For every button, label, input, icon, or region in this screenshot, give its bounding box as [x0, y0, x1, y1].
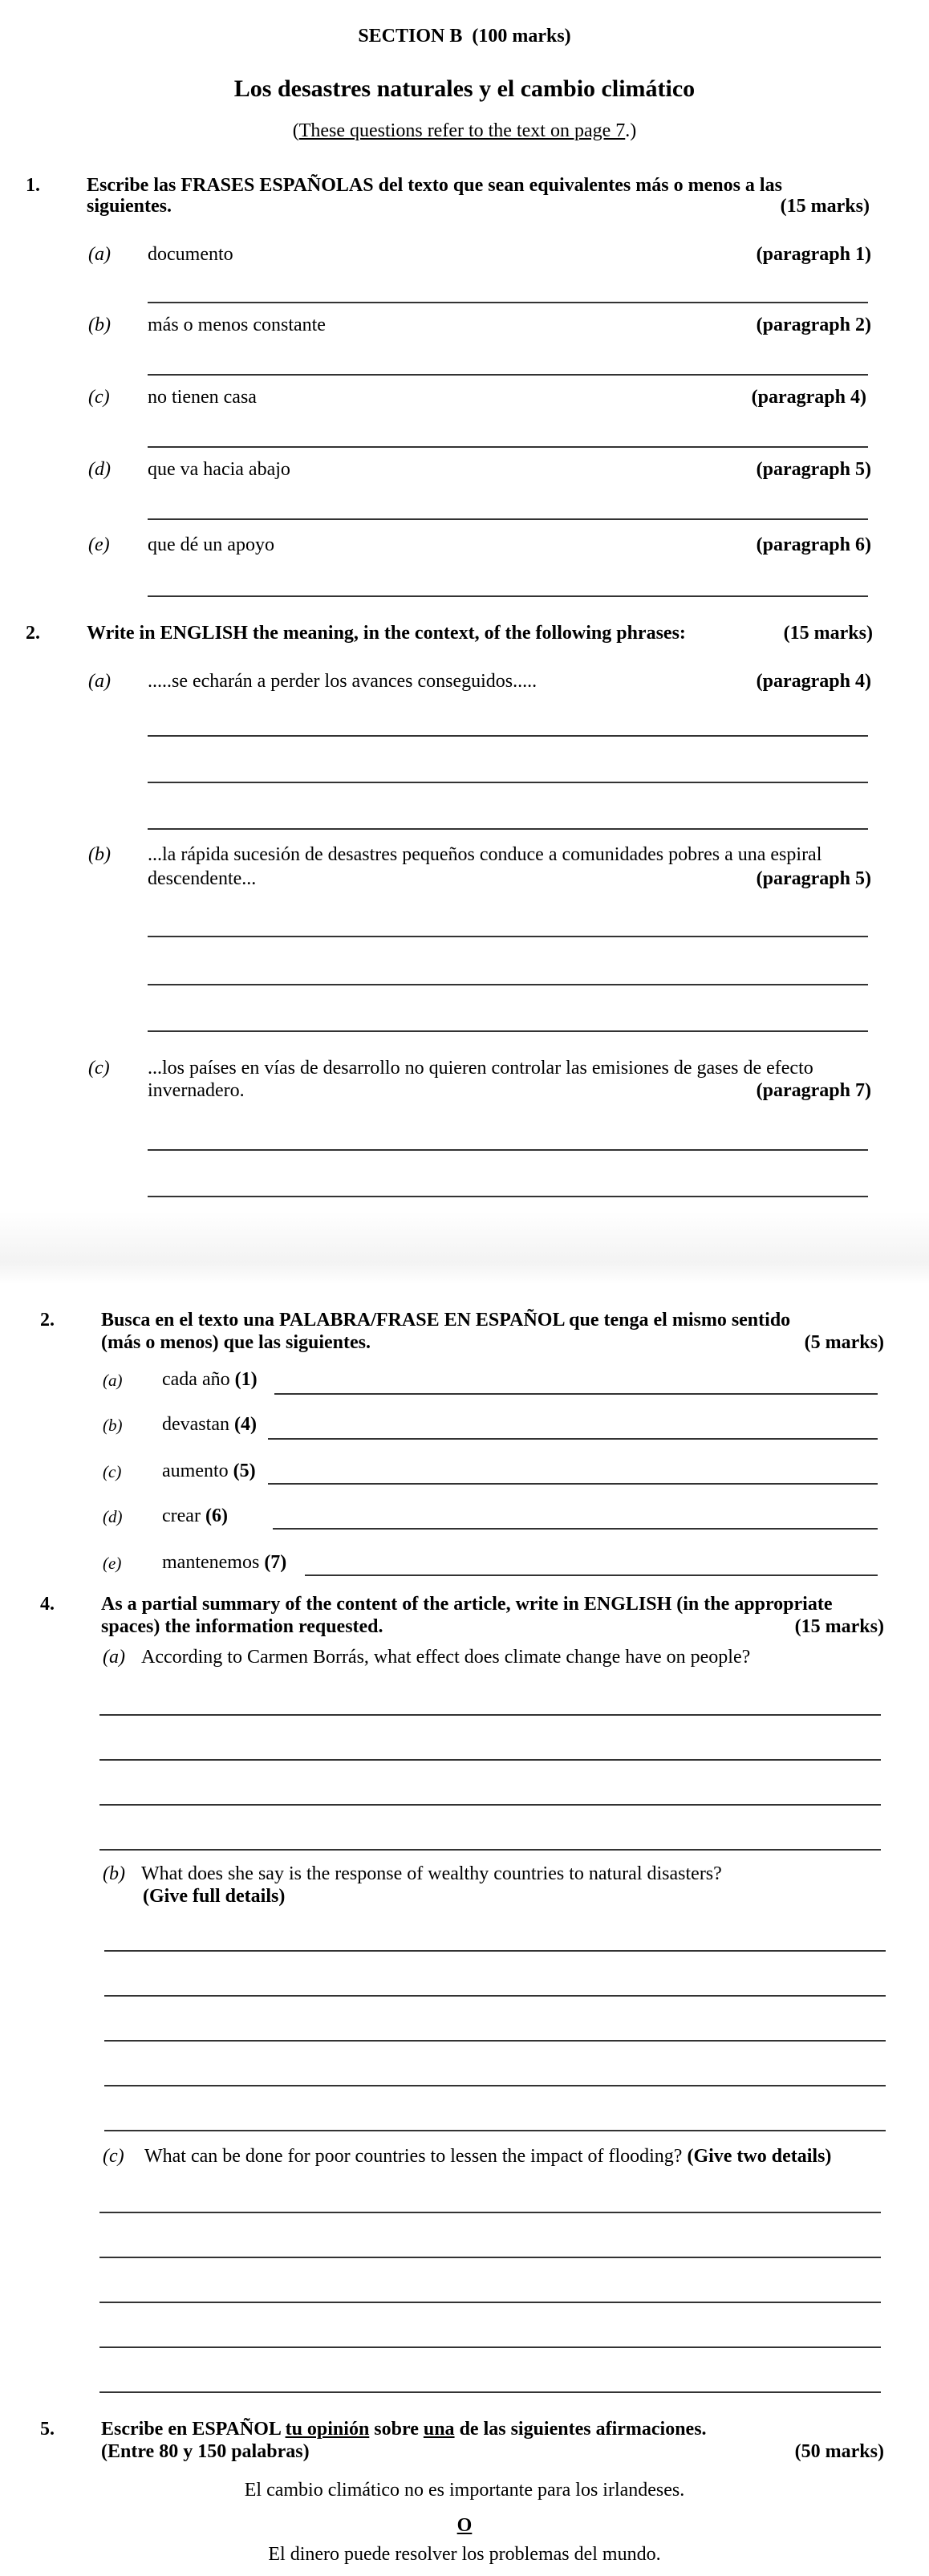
- item-letter: (e): [103, 1554, 122, 1573]
- question-number: 1.: [26, 175, 40, 196]
- answer-line[interactable]: [148, 936, 868, 937]
- item-phrase: ...los países en vías de desarrollo no quieren controlar las emisiones de gases de efecto: [148, 1058, 813, 1079]
- answer-line[interactable]: [148, 984, 868, 985]
- answer-line[interactable]: [148, 518, 868, 520]
- question-marks: (5 marks): [804, 1332, 884, 1353]
- word-count-note: (Entre 80 y 150 palabras): [101, 2441, 310, 2462]
- item-text: que va hacia abajo: [148, 459, 290, 480]
- item-letter: (a): [88, 671, 111, 692]
- item-text: más o menos constante: [148, 315, 326, 335]
- item-letter: (e): [88, 534, 110, 555]
- item-letter: (b): [88, 315, 111, 335]
- item-question-note: (Give full details): [143, 1886, 286, 1907]
- question-number: 5.: [40, 2419, 55, 2440]
- answer-line[interactable]: [148, 1030, 868, 1032]
- text-reference-link: These questions refer to the text on page 7: [298, 120, 626, 141]
- answer-line[interactable]: [99, 1849, 881, 1851]
- item-letter: (d): [103, 1507, 123, 1526]
- item-letter: (c): [103, 1462, 122, 1481]
- answer-line[interactable]: [305, 1574, 878, 1576]
- item-letter: (c): [88, 1058, 110, 1079]
- item-letter: (c): [88, 387, 110, 408]
- item-paragraph-ref: (paragraph 2): [756, 315, 871, 335]
- question-marks: (15 marks): [780, 196, 870, 217]
- question-instruction: As a partial summary of the content of the article, write in ENGLISH (in the appropriate: [101, 1594, 833, 1615]
- question-marks: (15 marks): [783, 623, 873, 644]
- item-letter: (d): [88, 459, 111, 480]
- answer-line[interactable]: [148, 782, 868, 783]
- or-separator: O: [456, 2515, 473, 2536]
- question-instruction: Busca en el texto una PALABRA/FRASE EN ESPAÑOL que tenga el mismo sentido: [101, 1310, 791, 1331]
- answer-line[interactable]: [99, 2391, 881, 2393]
- item-letter: (a): [88, 244, 111, 265]
- answer-line[interactable]: [99, 2257, 881, 2258]
- item-paragraph-ref: (paragraph 4): [756, 671, 871, 692]
- question-instruction: Write in ENGLISH the meaning, in the context, of the following phrases:: [87, 623, 686, 644]
- answer-line[interactable]: [104, 1995, 886, 1997]
- question-instruction: (más o menos) que las siguientes.: [101, 1332, 371, 1353]
- answer-line[interactable]: [104, 2130, 886, 2131]
- answer-line[interactable]: [148, 1196, 868, 1197]
- item-word: aumento (5): [162, 1461, 256, 1481]
- answer-line[interactable]: [148, 446, 868, 448]
- question-instruction: spaces) the information requested.: [101, 1616, 383, 1637]
- answer-line[interactable]: [104, 2040, 886, 2042]
- question-marks: (15 marks): [794, 1616, 884, 1637]
- question-number: 4.: [40, 1594, 55, 1615]
- item-word: devastan (4): [162, 1414, 257, 1435]
- answer-line[interactable]: [104, 2085, 886, 2086]
- answer-line[interactable]: [274, 1393, 878, 1395]
- item-phrase: descendente...: [148, 868, 257, 889]
- item-paragraph-ref: (paragraph 7): [756, 1080, 871, 1101]
- answer-line[interactable]: [268, 1438, 878, 1440]
- answer-line[interactable]: [273, 1528, 878, 1530]
- item-letter: (b): [103, 1416, 123, 1435]
- item-word: crear (6): [162, 1505, 228, 1526]
- question-instruction: siguientes.: [87, 196, 172, 217]
- answer-line[interactable]: [148, 828, 868, 830]
- item-letter: (b): [103, 1863, 125, 1884]
- item-paragraph-ref: (paragraph 6): [756, 534, 871, 555]
- item-phrase: .....se echarán a perder los avances conseguidos.....: [148, 671, 538, 692]
- answer-line[interactable]: [148, 302, 868, 303]
- item-paragraph-ref: (paragraph 5): [756, 868, 871, 889]
- statement-option: El dinero puede resolver los problemas del mundo.: [268, 2544, 661, 2565]
- question-number: 2.: [26, 623, 40, 644]
- answer-line[interactable]: [99, 2346, 881, 2348]
- item-question: What does she say is the response of wealthy countries to natural disasters?: [141, 1863, 722, 1884]
- item-question-note: (Give two details): [687, 2146, 832, 2167]
- answer-line[interactable]: [148, 595, 868, 597]
- page-break-shadow: [0, 1212, 929, 1284]
- answer-line[interactable]: [99, 2302, 881, 2303]
- item-text: documento: [148, 244, 233, 265]
- item-letter: (b): [88, 844, 111, 865]
- answer-line[interactable]: [148, 374, 868, 376]
- item-text: no tienen casa: [148, 387, 257, 408]
- item-text: que dé un apoyo: [148, 534, 274, 555]
- page-title: Los desastres naturales y el cambio climático: [233, 75, 696, 102]
- question-number: 2.: [40, 1310, 55, 1331]
- item-question: What can be done for poor countries to lessen the impact of flooding? (Give two details): [144, 2146, 832, 2167]
- item-phrase: ...la rápida sucesión de desastres pequeños conduce a comunidades pobres a una espiral: [148, 844, 822, 865]
- item-word: mantenemos (7): [162, 1552, 287, 1573]
- item-paragraph-ref: (paragraph 5): [756, 459, 871, 480]
- question-instruction: Escribe en ESPAÑOL tu opinión sobre una de las siguientes afirmaciones.: [101, 2419, 707, 2440]
- answer-line[interactable]: [99, 1714, 881, 1716]
- answer-line[interactable]: [104, 1950, 886, 1952]
- answer-line[interactable]: [148, 1149, 868, 1151]
- answer-line[interactable]: [99, 2212, 881, 2213]
- item-word: cada año (1): [162, 1369, 258, 1390]
- question-marks: (50 marks): [794, 2441, 884, 2462]
- item-letter: (c): [103, 2146, 124, 2167]
- answer-line[interactable]: [99, 1759, 881, 1761]
- item-question: According to Carmen Borrás, what effect does climate change have on people?: [141, 1647, 751, 1668]
- answer-line[interactable]: [99, 1804, 881, 1806]
- item-phrase: invernadero.: [148, 1080, 245, 1101]
- item-paragraph-ref: (paragraph 4): [751, 387, 866, 408]
- item-paragraph-ref: (paragraph 1): [756, 244, 871, 265]
- question-instruction: Escribe las FRASES ESPAÑOLAS del texto que sean equivalentes más o menos a las: [87, 175, 782, 196]
- text-reference-note: (These questions refer to the text on page 7.): [292, 120, 637, 141]
- section-marks: (100 marks): [472, 26, 571, 47]
- statement-option: El cambio climático no es importante para los irlandeses.: [244, 2480, 685, 2501]
- answer-line[interactable]: [268, 1483, 878, 1485]
- section-heading: [0, 26, 929, 47]
- answer-line[interactable]: [148, 735, 868, 737]
- item-letter: (a): [103, 1371, 123, 1390]
- section-label: SECTION B: [358, 26, 463, 47]
- item-letter: (a): [103, 1647, 125, 1668]
